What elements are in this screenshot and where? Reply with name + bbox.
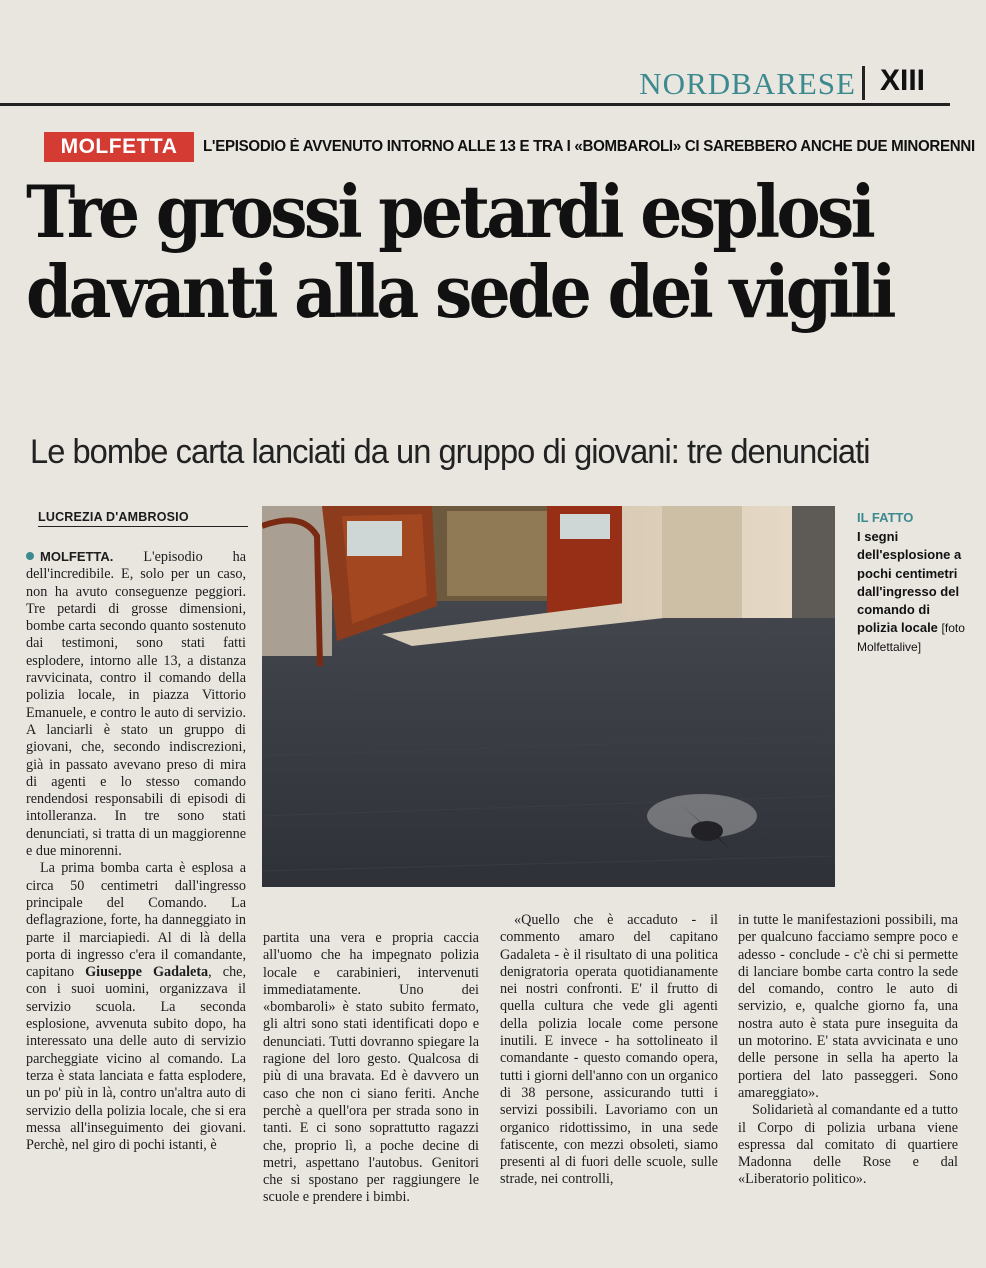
caption-credit: [foto Molfettalive] [857,621,965,654]
page-number: XIII [880,64,926,97]
header-rule [0,103,950,106]
headline-line-1: Tre grossi petardi esplosi [26,169,873,254]
header-separator [862,66,865,100]
article-column-1 [26,548,246,1154]
caption-label: IL FATTO [857,510,914,525]
subheadline: Le bombe carta lanciati da un gruppo di giovani: tre denunciati [30,433,870,471]
caption-text: I segni dell'esplosione a pochi centimetri dall'ingresso del comando di polizia locale [857,529,962,636]
section-title: NORDBARESE [639,66,856,101]
photo-caption [857,528,969,656]
article-paragraph-3: partita una vera e propria caccia all'uomo che ha impegnato polizia locale e carabinieri, intervenuti immediatamente. Uno dei «bombaroli» è stato subito fermato, gli altri sono stati identificati dopo e denunciati. Tutti dovranno spiegare la ragione del loro gesto. Qualcosa di più di una bravata. Ed è davvero un caso che non ci siano feriti. Anche perchè a quell'ora per strada sono in tanti. E ci sono soprattutto ragazzi che, proprio lì, a poche decine di metri, aspettano l'autobus. Genitori che si spostano per raggiungere le scuole e prendere i bimbi. [263,930,479,1206]
headline-line-2: davanti alla sede dei vigili [26,249,893,334]
article-photo [262,506,835,887]
article-paragraph-2: La prima bomba carta è esplosa a circa 50 centimetri dall'ingresso principale del Comando. La deflagrazione, forte, ha danneggiato in parte il marciapiedi. Al di là della porta di ingresso c'era il comandante, capitano Giuseppe Gadaleta, che, con i suoi uomini, organizzava il servizio scuola. La seconda esplosione, avvenuta subito dopo, ha interessato una delle auto di servizio parcheggiate vicino al comando. La terza è stata lanciata e fatta esplodere, un po' più in là, contro un'altra auto di servizio della polizia locale, che si era messa all'inseguimento dei giovani. Perchè, nel giro di pochi istanti, è [26,860,247,1154]
kicker-text: L'EPISODIO È AVVENUTO INTORNO ALLE 13 E TRA I «BOMBAROLI» CI SAREBBERO ANCHE DUE MINORENNI [203,138,975,155]
article-column-4 [738,912,958,1189]
headline [26,169,893,334]
dateline: MOLFETTA. [40,549,114,564]
person-name: Giuseppe Gadaleta [85,964,209,981]
article-paragraph-4: «Quello che è accaduto - il commento amaro del capitano Gadaleta - è il risultato di una politica denigratoria operata quotidianamente nei nostri confronti. E' il frutto di quella cultura che vede gli agenti della polizia locale come persone inutili. E invece - ha sottolineato il comandante - questo comando opera, tutti i giorni dell'anno con un organico di 38 persone, assicurando tutti i servizi possibili. Lavoriamo con un organico ridottissimo, in una sede fatiscente, con mezzi obsoleti, siamo presenti al di fuori delle scuole, sulle strade, nei controlli, [500,912,718,1188]
byline: LUCREZIA D'AMBROSIO [38,510,248,527]
article-paragraph-1: MOLFETTA. L'episodio ha dell'incredibile. E, solo per un caso, non ha avuto conseguenze peggiori. Tre petardi di grosse dimensioni, bombe carta secondo quanto sostenuto dai testimoni, sono stati fatti esplodere, intorno alle 13, a distanza ravvicinata, contro il comando della polizia locale, in piazza Vittorio Emanuele, e contro le auto di servizio. A lanciarli è stato un gruppo di giovani, che, secondo indiscrezioni, già in passato avevano preso di mira di agenti e lo stesso comando rendendosi responsabili di episodi di intolleranza. In tre sono stati denunciati, si tratta di un maggiorenne e due minorenni. [26,549,246,860]
article-paragraph-6: Solidarietà al comandante ed a tutto il Corpo di polizia urbana viene espressa dal comitato di quartiere Madonna delle Rose e dal «Liberatorio politico». [738,1102,958,1188]
kicker-place: MOLFETTA [44,132,194,162]
article-column-2 [263,930,479,1207]
bullet-dot-icon [26,552,34,560]
photo-illustration [262,506,835,887]
article-paragraph-5: in tutte le manifestazioni possibili, ma per qualcuno facciamo sempre poco e adesso - conclude - c'è chi si permette di lanciare bombe carta contro la sede del comando, contro le auto di servizio, e, qualche giorno fa, una nostra auto è stata pure inseguita da un motorino. E' stata avvicinata e uno delle persone in sella ha aperto la portiera del lato passeggeri. Sono amareggiato». [738,912,958,1101]
article-column-3 [500,912,718,1189]
